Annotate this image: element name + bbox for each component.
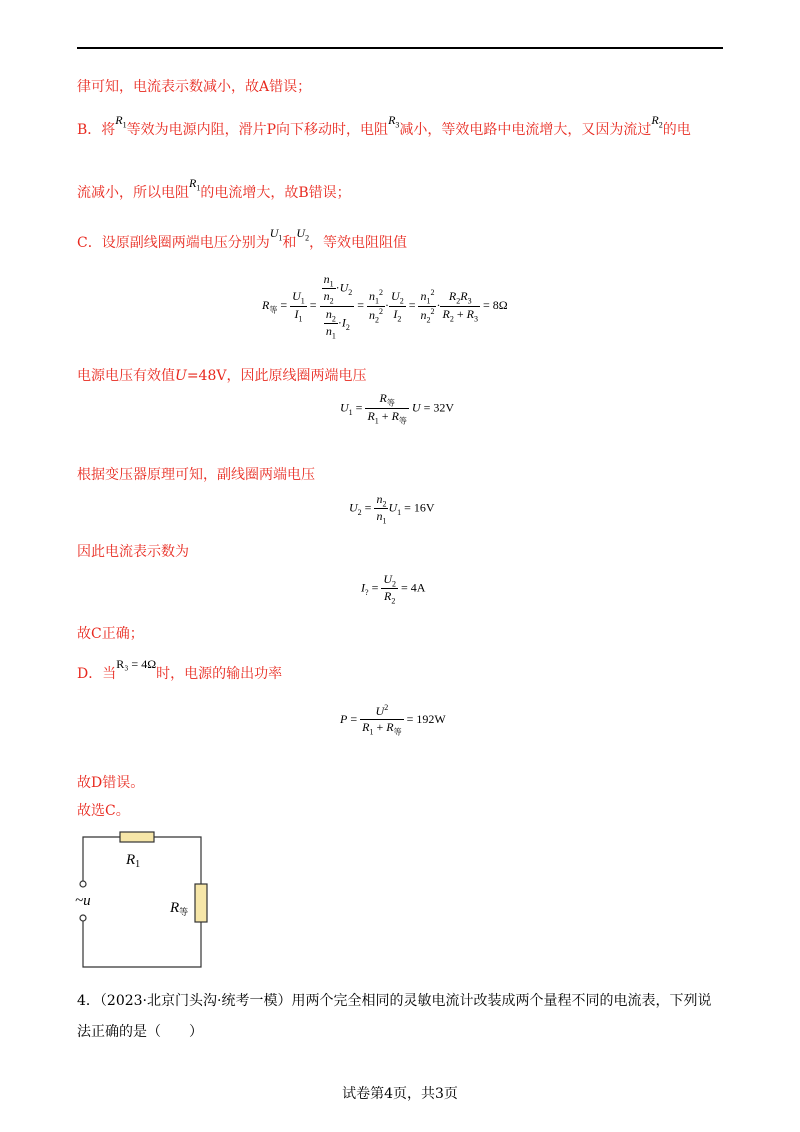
resistor-req [195, 884, 207, 922]
text-line-5: 电源电压有效值U=48V，因此原线圈两端电压 [77, 368, 367, 384]
text-line-7: 因此电流表示数为 [77, 544, 189, 560]
formula-current: $I_?$ = $\frac{U_2}{R_2}$ = 4A [361, 572, 426, 606]
question-4-line-2: 法正确的是（ ） [77, 1024, 203, 1040]
symbol-u2: $U_2$ [296, 226, 310, 243]
source-label: ~u [75, 893, 91, 909]
header-rule [77, 47, 723, 49]
symbol-r1: $R_1$ [189, 176, 201, 193]
question-4-line-1: 4．（2023·北京门头沟·统考一模）用两个完全相同的灵敏电流计改装成两个量程不同的电流表，下列说 [77, 993, 712, 1009]
formula-equivalent-resistance: $R_等$ = $\frac{U_1}{I_1}$ = $\frac{n_1}{n_2}$ $\cdot U_2$ $\frac{n_2}{n_1}$ $\cdot I_2$ = $\frac{n_1^2}{n_2^2}$ · $\frac{U_2}{I_2}$ = $\frac{n_1^2}{n_2^2}$ · $\frac{R_2R_3}{R_2 + R_3}$ = 8Ω [262, 272, 508, 341]
terminal-bottom [80, 915, 86, 921]
text-line-11: 故选C。 [77, 803, 130, 819]
symbol-r3-condition: R₃ = 4Ω [116, 657, 157, 671]
text-line-10: 故D错误。 [77, 775, 145, 791]
terminal-top [80, 881, 86, 887]
formula-u1: $U_1$ = $\frac{R_等}{R_1 + R_等}$ U = 32V [340, 391, 455, 426]
symbol-r2: $R_2$ [651, 113, 663, 130]
symbol-u1: $U_1$ [269, 226, 283, 243]
formula-u2: $U_2$ = $\frac{n_2}{n_1}$ $U_1 = 16V$ [349, 492, 435, 526]
text-line-4: C．设原副线圈两端电压分别为$U_1$和$U_2$，等效电阻阻值 [77, 226, 408, 251]
resistor-r1 [120, 832, 154, 842]
req-label: $R_等$ [170, 900, 189, 917]
text-line-9: D．当R₃ = 4Ω时，电源的输出功率 [77, 657, 283, 682]
circuit-diagram [70, 826, 230, 974]
page-footer: 试卷第4页，共3页 [342, 1086, 458, 1102]
text-line-1: 律可知，电流表示数减小，故A错误； [77, 79, 312, 95]
r1-label: $R_1$ [126, 852, 141, 870]
symbol-r3: $R_3$ [388, 113, 400, 130]
symbol-r1: $R_1$ [115, 113, 127, 130]
formula-power: P = $\frac{U^2}{R_1 + R_等}$ = 192W [340, 703, 446, 737]
text-line-2: B．将$R_1$等效为电源内阻，滑片P向下移动时，电阻$R_3$减小，等效电路中电流增大，又因为流过$R_2$的电 [77, 113, 691, 138]
text-line-8: 故C正确； [77, 626, 144, 642]
text-line-6: 根据变压器原理可知，副线圈两端电压 [77, 467, 315, 483]
text-line-3: 流减小，所以电阻$R_1$的电流增大，故B错误； [77, 176, 351, 201]
